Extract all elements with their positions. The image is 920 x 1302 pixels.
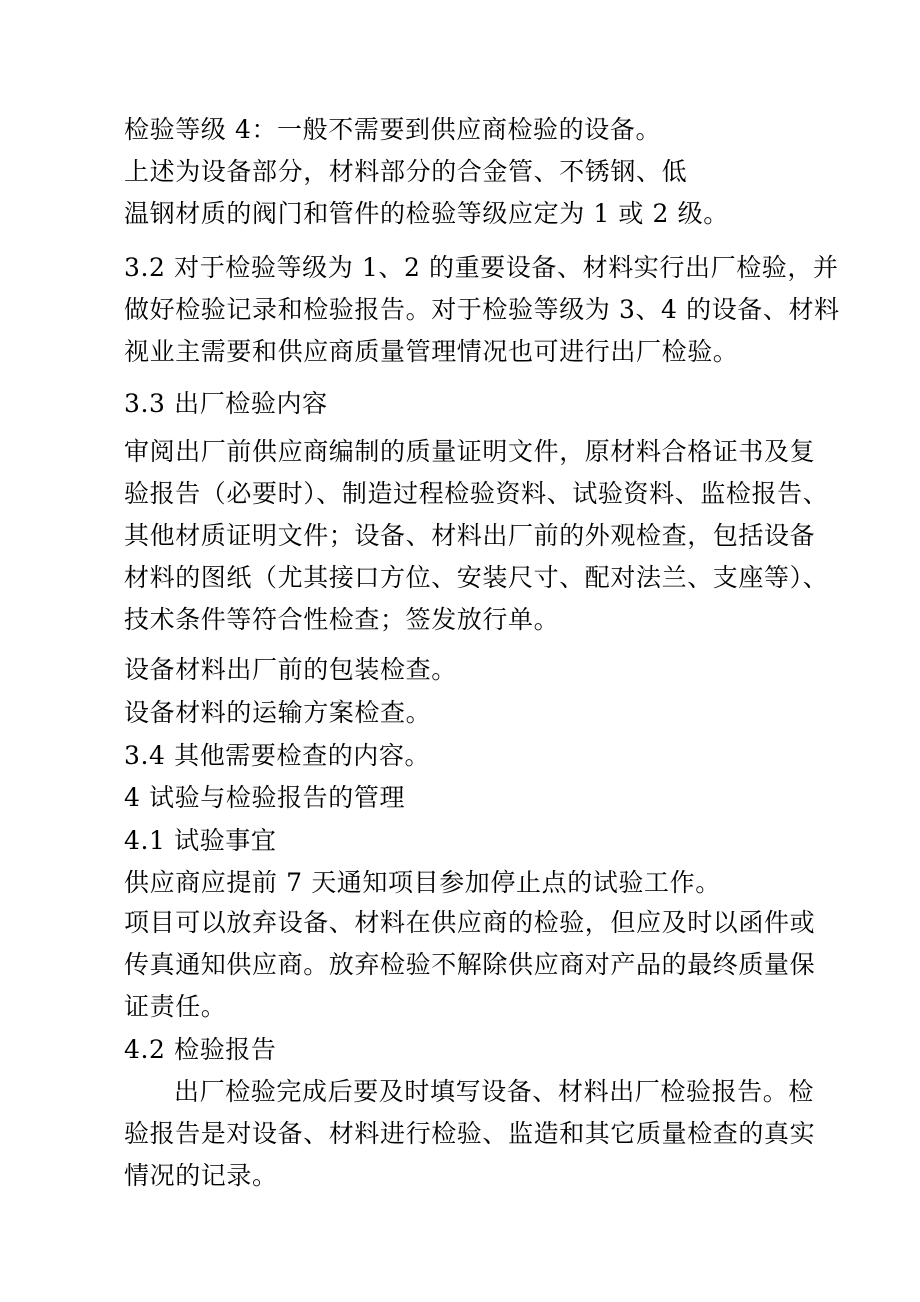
text-line-waive-a: 项目可以放弃设备、材料在供应商的检验，但应及时以函件或 bbox=[124, 908, 816, 937]
section-heading-3-3: 3.3 出厂检验内容 bbox=[124, 389, 328, 418]
text-line-review-a: 审阅出厂前供应商编制的质量证明文件，原材料合格证书及复 bbox=[124, 437, 816, 466]
text-line-transport: 设备材料的运输方案检查。 bbox=[124, 698, 432, 727]
text-line-waive-c: 证责任。 bbox=[124, 992, 227, 1021]
text-line-3-2-c: 视业主需要和供应商质量管理情况也可进行出厂检验。 bbox=[124, 337, 739, 366]
text-line-grade-4: 检验等级 4：一般不需要到供应商检验的设备。 bbox=[124, 115, 662, 144]
section-heading-4-2: 4.2 检验报告 bbox=[124, 1035, 277, 1064]
text-line-review-e: 技术条件等符合性检查；签发放行单。 bbox=[124, 605, 560, 634]
text-line-valve-grade: 温钢材质的阀门和管件的检验等级应定为 1 或 2 级。 bbox=[124, 199, 729, 228]
text-line-report-a: 出厂检验完成后要及时填写设备、材料出厂检验报告。检 bbox=[174, 1077, 815, 1106]
text-line-notify: 供应商应提前 7 天通知项目参加停止点的试验工作。 bbox=[124, 868, 721, 897]
text-line-review-c: 其他材质证明文件；设备、材料出厂前的外观检查，包括设备 bbox=[124, 521, 816, 550]
text-line-report-c: 情况的记录。 bbox=[124, 1161, 278, 1190]
text-line-3-2-b: 做好检验记录和检验报告。对于检验等级为 3、4 的设备、材料 bbox=[124, 295, 840, 324]
section-heading-3-4: 3.4 其他需要检查的内容。 bbox=[124, 741, 431, 770]
text-line-waive-b: 传真通知供应商。放弃检验不解除供应商对产品的最终质量保 bbox=[124, 950, 816, 979]
text-line-review-b: 验报告（必要时）、制造过程检验资料、试验资料、监检报告、 bbox=[124, 479, 829, 508]
text-line-3-2-a: 3.2 对于检验等级为 1、2 的重要设备、材料实行出厂检验，并 bbox=[124, 253, 839, 282]
text-line-packaging: 设备材料出厂前的包装检查。 bbox=[124, 655, 457, 684]
section-heading-4-1: 4.1 试验事宜 bbox=[124, 826, 277, 855]
text-line-review-d: 材料的图纸（尤其接口方位、安装尺寸、配对法兰、支座等）、 bbox=[124, 563, 829, 592]
text-line-equipment-part: 上述为设备部分，材料部分的合金管、不锈钢、低 bbox=[124, 157, 688, 186]
text-line-report-b: 验报告是对设备、材料进行检验、监造和其它质量检查的真实 bbox=[124, 1119, 816, 1148]
section-heading-4: 4 试验与检验报告的管理 bbox=[124, 783, 406, 812]
